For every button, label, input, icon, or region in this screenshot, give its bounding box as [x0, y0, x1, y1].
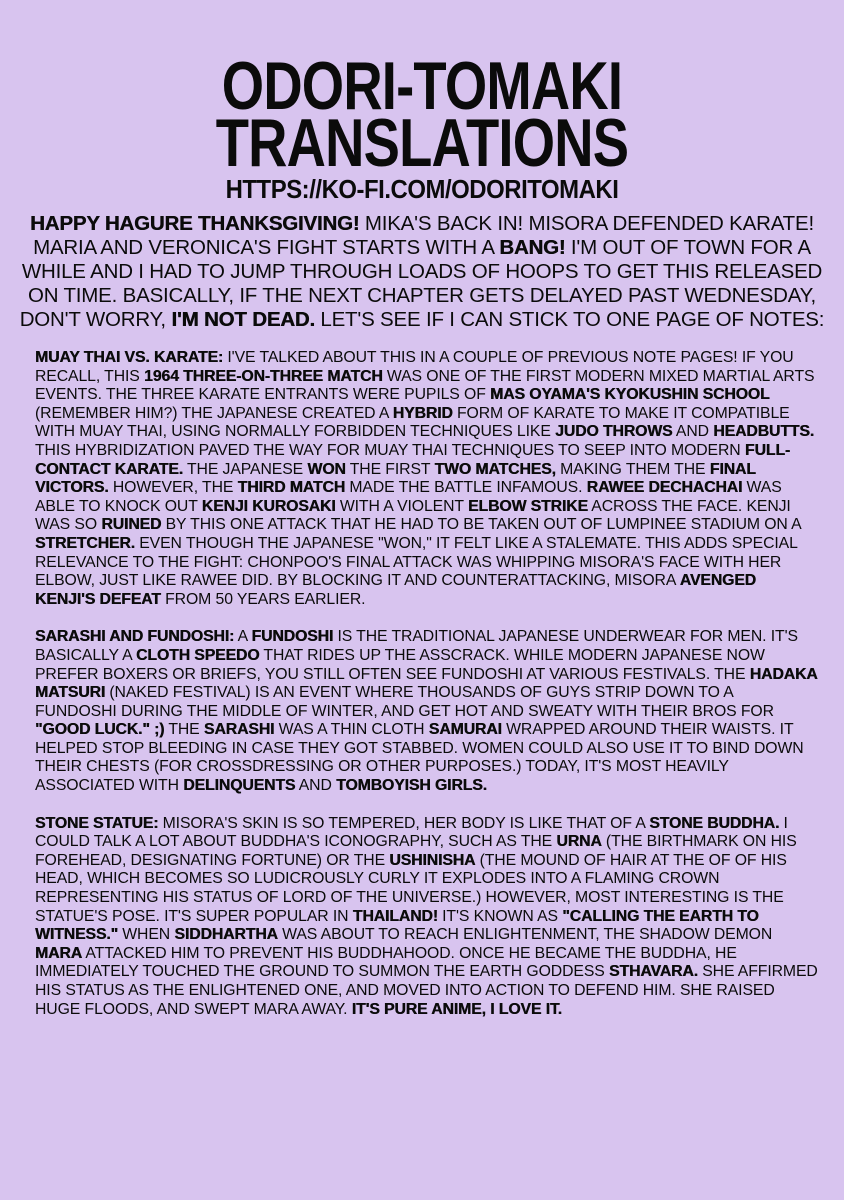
page-title-line2: TRANSLATIONS: [215, 105, 629, 181]
header: [0, 48, 844, 204]
page-title-line1: ODORI-TOMAKI: [221, 48, 623, 124]
intro-paragraph: HAPPY HAGURE THANKSGIVING! MIKA'S BACK IN! MISORA DEFENDED KARATE! MARIA AND VERONICA'S FIGHT STARTS WITH A BANG! I'M OUT OF TOWN FOR A WHILE AND I HAD TO JUMP THROUGH LOADS OF HOOPS TO GET THIS RELEASED ON TIME. BASICALLY, IF THE NEXT CHAPTER GETS DELAYED PAST WEDNESDAY, DON'T WORRY, I'M NOT DEAD. LET'S SEE IF I CAN STICK TO ONE PAGE OF NOTES:: [19, 212, 825, 331]
note-paragraph-muay-thai-vs-karate: MUAY THAI VS. KARATE: I'VE TALKED ABOUT THIS IN A COUPLE OF PREVIOUS NOTE PAGES! IF YOU RECALL, THIS 1964 THREE-ON-THREE MATCH WAS ONE OF THE FIRST MODERN MIXED MARTIAL ARTS EVENTS. THE THREE KARATE ENTRANTS WERE PUPILS OF MAS OYAMA'S KYOKUSHIN SCHOOL (REMEMBER HIM?) THE JAPANESE CREATED A HYBRID FORM OF KARATE TO MAKE IT COMPATIBLE WITH MUAY THAI, USING NORMALLY FORBIDDEN TECHNIQUES LIKE JUDO THROWS AND HEADBUTTS. THIS HYBRIDIZATION PAVED THE WAY FOR MUAY THAI TECHNIQUES TO SEEP INTO MODERN FULL-CONTACT KARATE. THE JAPANESE WON THE FIRST TWO MATCHES, MAKING THEM THE FINAL VICTORS. HOWEVER, THE THIRD MATCH MADE THE BATTLE INFAMOUS. RAWEE DECHACHAI WAS ABLE TO KNOCK OUT KENJI KUROSAKI WITH A VIOLENT ELBOW STRIKE ACROSS THE FACE. KENJI WAS SO RUINED BY THIS ONE ATTACK THAT HE HAD TO BE TAKEN OUT OF LUMPINEE STADIUM ON A STRETCHER. EVEN THOUGH THE JAPANESE "WON," IT FELT LIKE A STALEMATE. THIS ADDS SPECIAL RELEVANCE TO THE FIGHT: CHONPOO'S FINAL ATTACK WAS WHIPPING MISORA'S FACE WITH HER ELBOW, JUST LIKE RAWEE DID. BY BLOCKING IT AND COUNTERATTACKING, MISORA AVENGED KENJI'S DEFEAT FROM 50 YEARS EARLIER.: [35, 349, 815, 608]
notes-section: [35, 349, 818, 1019]
note-paragraph-sarashi-and-fundoshi: SARASHI AND FUNDOSHI: A FUNDOSHI IS THE TRADITIONAL JAPANESE UNDERWEAR FOR MEN. IT'S BASICALLY A CLOTH SPEEDO THAT RIDES UP THE ASSCRACK. WHILE MODERN JAPANESE NOW PREFER BOXERS OR BRIEFS, YOU STILL OFTEN SEE FUNDOSHI AT VARIOUS FESTIVALS. THE HADAKA MATSURI (NAKED FESTIVAL) IS AN EVENT WHERE THOUSANDS OF GUYS STRIP DOWN TO A FUNDOSHI DURING THE MIDDLE OF WINTER, AND GET HOT AND SWEATY WITH THEIR BROS FOR "GOOD LUCK." ;) THE SARASHI WAS A THIN CLOTH SAMURAI WRAPPED AROUND THEIR WAISTS. IT HELPED STOP BLEEDING IN CASE THEY GOT STABBED. WOMEN COULD ALSO USE IT TO BIND DOWN THEIR CHESTS (FOR CROSSDRESSING OR OTHER PURPOSES.) TODAY, IT'S MOST HEAVILY ASSOCIATED WITH DELINQUENTS AND TOMBOYISH GIRLS.: [35, 628, 817, 795]
note-paragraph-stone-statue: STONE STATUE: MISORA'S SKIN IS SO TEMPERED, HER BODY IS LIKE THAT OF A STONE BUDDHA. I COULD TALK A LOT ABOUT BUDDHA'S ICONOGRAPHY, SUCH AS THE URNA (THE BIRTHMARK ON HIS FOREHEAD, DESIGNATING FORTUNE) OR THE USHINISHA (THE MOUND OF HAIR AT THE OF OF HIS HEAD, WHICH BECOMES SO LUDICROUSLY CURLY IT EXPLODES INTO A FLAMING CROWN REPRESENTING HIS STATUS OF LORD OF THE UNIVERSE.) HOWEVER, MOST INTERESTING IS THE STATUE'S POSE. IT'S SUPER POPULAR IN THAILAND! IT'S KNOWN AS "CALLING THE EARTH TO WITNESS." WHEN SIDDHARTHA WAS ABOUT TO REACH ENLIGHTENMENT, THE SHADOW DEMON MARA ATTACKED HIM TO PREVENT HIS BUDDHAHOOD. ONCE HE BECAME THE BUDDHA, HE IMMEDIATELY TOUCHED THE GROUND TO SUMMON THE EARTH GODDESS STHAVARA. SHE AFFIRMED HIS STATUS AS THE ENLIGHTENED ONE, AND MOVED INTO ACTION TO DEFEND HIM. SHE RAISED HUGE FLOODS, AND SWEPT MARA AWAY. IT'S PURE ANIME, I LOVE IT.: [35, 814, 818, 1018]
kofi-url: HTTPS://KO-FI.COM/ODORITOMAKI: [225, 174, 619, 204]
